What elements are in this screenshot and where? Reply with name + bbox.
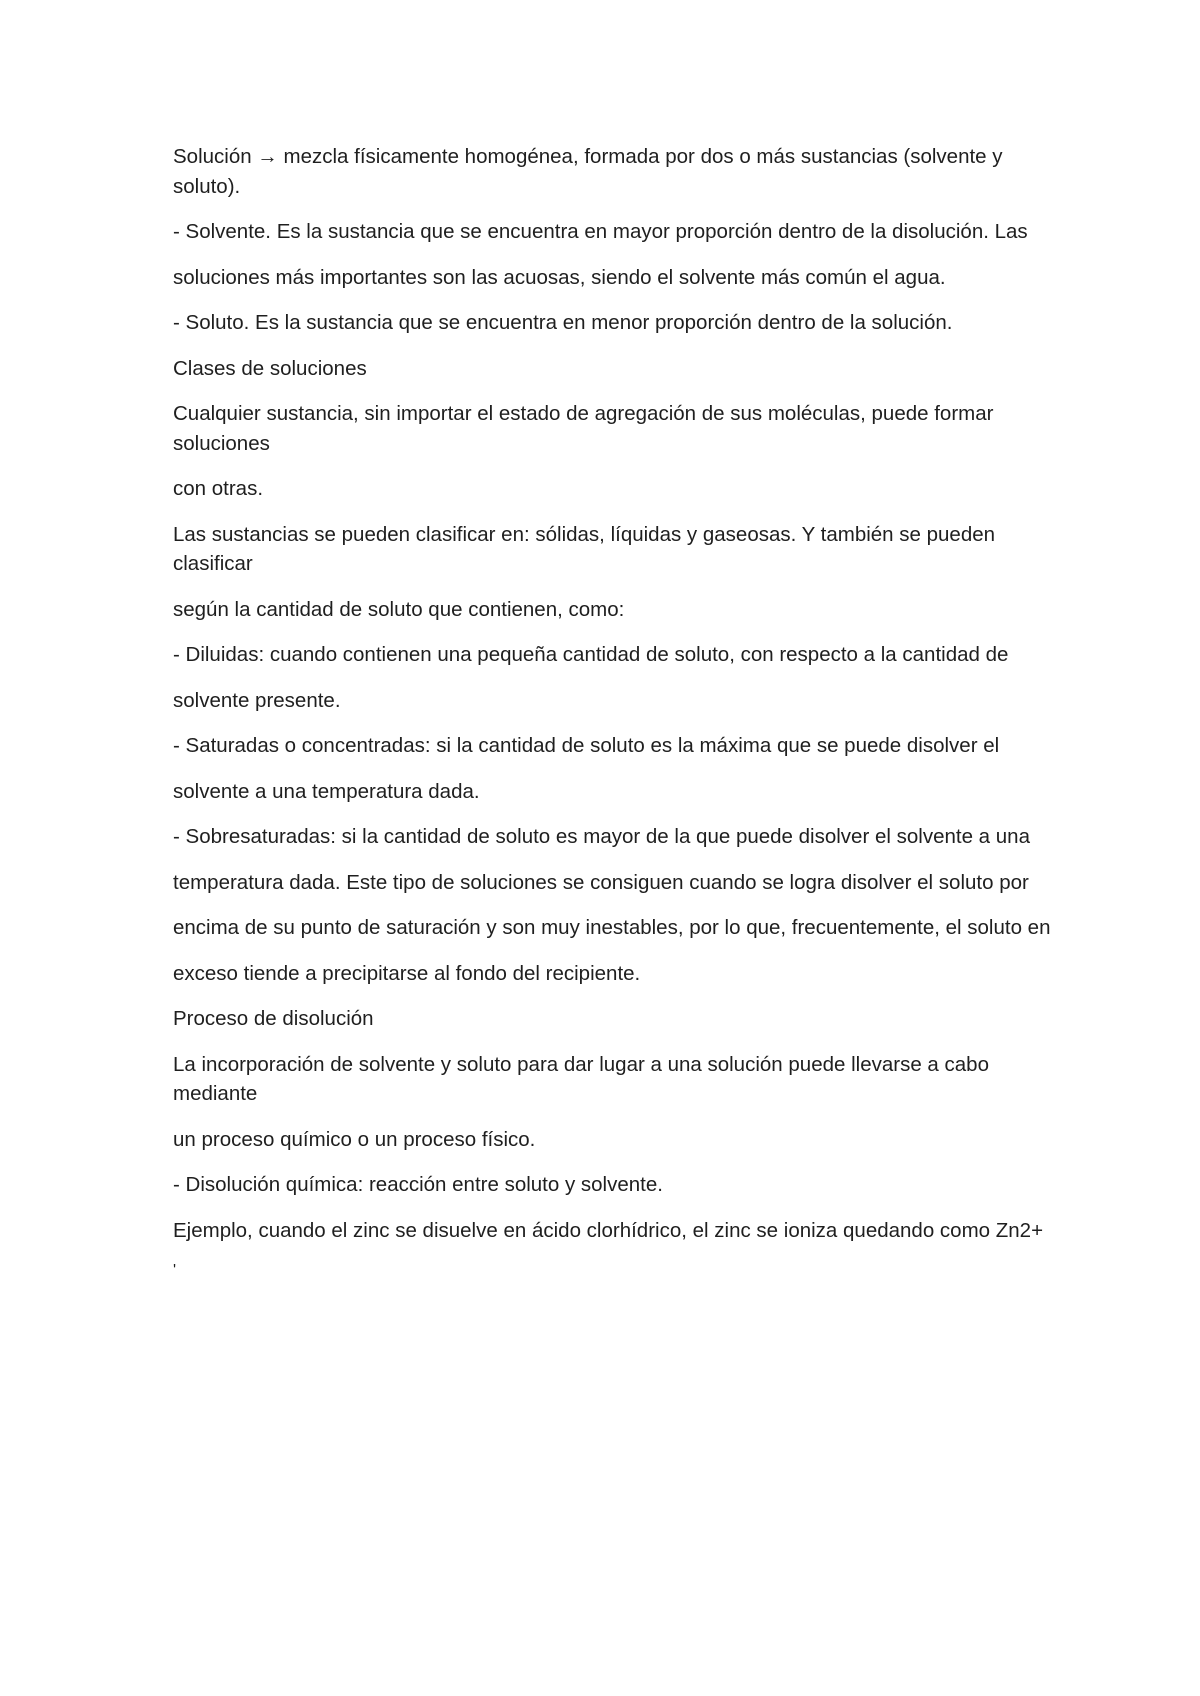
paragraph-sobresaturadas-cont-3: exceso tiende a precipitarse al fondo del recipiente. [173,961,641,985]
stray-mark: ' [173,1262,177,1279]
paragraph-saturadas-cont: solvente a una temperatura dada. [173,779,480,803]
paragraph-soluciones-acuosas: soluciones más importantes son las acuosas, siendo el solvente más común el agua. [173,265,946,289]
paragraph-proceso-quimico-fisico: un proceso químico o un proceso físico. [173,1127,536,1151]
paragraph-sobresaturadas-cont-1: temperatura dada. Este tipo de soluciones se consiguen cuando se logra disolver el soluto por [173,870,1029,894]
paragraph-ejemplo-zinc: Ejemplo, cuando el zinc se disuelve en ácido clorhídrico, el zinc se ioniza quedando como Zn2+ [173,1218,1044,1242]
heading-clases-de-soluciones: Clases de soluciones [173,356,367,380]
paragraph-incorporacion: La incorporación de solvente y soluto para dar lugar a una solución puede llevarse a cabo mediante [173,1052,989,1105]
paragraph-diluidas-cont: solvente presente. [173,688,341,712]
paragraph-sobresaturadas-cont-2: encima de su punto de saturación y son muy inestables, por lo que, frecuentemente, el soluto en [173,916,1051,939]
heading-proceso-de-disolucion: Proceso de disolución [173,1007,374,1030]
paragraph-saturadas: - Saturadas o concentradas: si la cantidad de soluto es la máxima que se puede disolver el [173,734,1000,757]
paragraph-clasificacion-estados: Las sustancias se pueden clasificar en: sólidas, líquidas y gaseosas. Y también se pueden clasificar [173,522,996,575]
paragraph-cualquier-sustancia: Cualquier sustancia, sin importar el estado de agregación de sus moléculas, puede formar soluciones [173,402,994,455]
paragraph-con-otras: con otras. [173,477,264,500]
paragraph-sobresaturadas: - Sobresaturadas: si la cantidad de soluto es mayor de la que puede disolver el solvente a una [173,825,1030,848]
paragraph-solvente-definicion: - Solvente. Es la sustancia que se encuentra en mayor proporción dentro de la disolución. Las [173,220,1028,243]
paragraph-solucion-definicion: Solución → mezcla físicamente homogénea, formada por dos o más sustancias (solvente y soluto). [173,145,1003,198]
paragraph-soluto-definicion: - Soluto. Es la sustancia que se encuentra en menor proporción dentro de la solución. [173,311,953,334]
paragraph-disolucion-quimica: - Disolución química: reacción entre soluto y solvente. [173,1173,663,1196]
document-body [173,142,1053,1297]
paragraph-clasificacion-cantidad: según la cantidad de soluto que contienen, como: [173,597,625,621]
paragraph-diluidas: - Diluidas: cuando contienen una pequeña cantidad de soluto, con respecto a la cantidad de [173,643,1009,666]
